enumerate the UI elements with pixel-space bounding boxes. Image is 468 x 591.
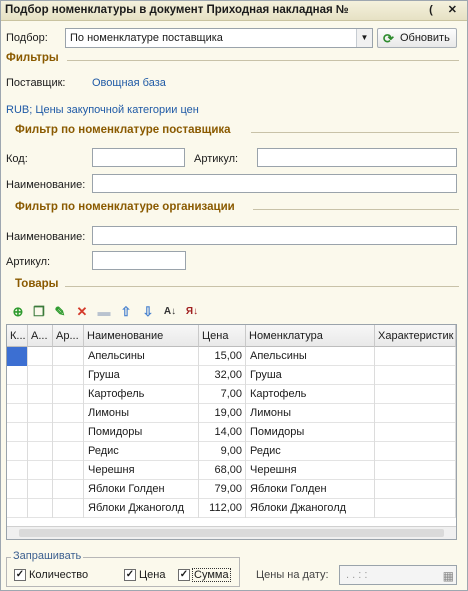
edit-icon[interactable]: ✎: [54, 304, 66, 319]
price-type-link[interactable]: RUB; Цены закупочной категории цен: [6, 104, 199, 116]
cell-a[interactable]: [28, 347, 53, 366]
refresh-label: Обновить: [400, 32, 450, 44]
cell-a[interactable]: [28, 499, 53, 518]
sum-checkbox[interactable]: ✓: [179, 569, 189, 580]
cell-characteristic[interactable]: [375, 423, 456, 442]
org-article-input[interactable]: [92, 251, 186, 270]
cell-article[interactable]: [53, 347, 84, 366]
supplier-filter-divider: [251, 132, 459, 133]
delete-icon[interactable]: ✕: [76, 304, 88, 319]
table-row[interactable]: [7, 480, 456, 499]
goods-divider: [65, 286, 459, 287]
save-icon[interactable]: ▬: [97, 304, 111, 319]
col-header-name[interactable]: Наименование: [84, 325, 199, 347]
col-header-characteristic[interactable]: Характеристик: [375, 325, 456, 347]
cell-a[interactable]: [28, 461, 53, 480]
name-input[interactable]: [92, 174, 457, 193]
cell-code[interactable]: [7, 461, 28, 480]
sort-desc-icon[interactable]: Я↓: [185, 306, 199, 317]
col-header-code[interactable]: К...: [7, 325, 28, 347]
table-horizontal-scrollbar[interactable]: [7, 526, 456, 539]
cell-name[interactable]: Яблоки Джаноголд: [84, 499, 199, 518]
article-label: Артикул:: [194, 153, 239, 165]
cell-code[interactable]: [7, 423, 28, 442]
table-row[interactable]: [7, 423, 456, 442]
cell-name[interactable]: Апельсины: [84, 347, 199, 366]
cell-article[interactable]: [53, 461, 84, 480]
cell-code[interactable]: [7, 385, 28, 404]
cell-a[interactable]: [28, 385, 53, 404]
cell-price[interactable]: 14,00: [199, 423, 246, 442]
org-filter-title: Фильтр по номенклатуре организации: [15, 201, 235, 213]
code-label: Код:: [6, 153, 28, 165]
table-row[interactable]: [7, 404, 456, 423]
cell-article[interactable]: [53, 404, 84, 423]
cell-price[interactable]: 9,00: [199, 442, 246, 461]
qty-checkbox[interactable]: ✓: [15, 569, 25, 580]
name-label: Наименование:: [6, 179, 86, 191]
cell-code[interactable]: [7, 442, 28, 461]
col-header-nomenclature[interactable]: Номенклатура: [246, 325, 375, 347]
cell-a[interactable]: [28, 366, 53, 385]
cell-price[interactable]: 32,00: [199, 366, 246, 385]
goods-section-title: Товары: [15, 278, 59, 290]
cell-characteristic[interactable]: [375, 404, 456, 423]
cell-article[interactable]: [53, 499, 84, 518]
move-up-icon[interactable]: ⇧: [120, 304, 132, 319]
cell-nomenclature[interactable]: Редис: [246, 442, 375, 461]
cell-code[interactable]: [7, 480, 28, 499]
cell-article[interactable]: [53, 385, 84, 404]
supplier-label: Поставщик:: [6, 77, 66, 89]
org-name-input[interactable]: [92, 226, 457, 245]
podbor-label: Подбор:: [6, 32, 48, 44]
cell-characteristic[interactable]: [375, 499, 456, 518]
col-header-article[interactable]: Ар...: [53, 325, 84, 347]
cell-characteristic[interactable]: [375, 461, 456, 480]
cell-price[interactable]: 68,00: [199, 461, 246, 480]
add-icon[interactable]: ⊕: [12, 304, 24, 319]
cell-nomenclature[interactable]: Черешня: [246, 461, 375, 480]
org-name-label: Наименование:: [6, 231, 86, 243]
cell-a[interactable]: [28, 480, 53, 499]
scrollbar-thumb[interactable]: [19, 529, 444, 537]
cell-name[interactable]: Черешня: [84, 461, 199, 480]
cell-nomenclature[interactable]: Помидоры: [246, 423, 375, 442]
table-row[interactable]: [7, 442, 456, 461]
cell-nomenclature[interactable]: Апельсины: [246, 347, 375, 366]
cell-nomenclature[interactable]: Яблоки Джаноголд: [246, 499, 375, 518]
refresh-button[interactable]: [377, 28, 457, 48]
copy-icon[interactable]: ❐: [33, 304, 45, 319]
cell-characteristic[interactable]: [375, 442, 456, 461]
cell-price[interactable]: 112,00: [199, 499, 246, 518]
article-input[interactable]: [257, 148, 457, 167]
podbor-value: По номенклатуре поставщика: [70, 32, 223, 44]
move-down-icon[interactable]: ⇩: [142, 304, 154, 319]
cell-price[interactable]: 15,00: [199, 347, 246, 366]
table-row[interactable]: [7, 366, 456, 385]
filters-divider: [67, 60, 459, 61]
table-row[interactable]: [7, 461, 456, 480]
qty-label: Количество: [29, 569, 89, 581]
cell-characteristic[interactable]: [375, 480, 456, 499]
podbor-select[interactable]: [65, 28, 373, 48]
cell-name[interactable]: Редис: [84, 442, 199, 461]
filters-section-title: Фильтры: [6, 52, 59, 64]
cell-nomenclature[interactable]: Картофель: [246, 385, 375, 404]
cell-code[interactable]: [7, 404, 28, 423]
table-row[interactable]: [7, 499, 456, 518]
cell-code[interactable]: [7, 347, 28, 366]
col-header-a[interactable]: А...: [28, 325, 53, 347]
calendar-icon[interactable]: ▦: [442, 569, 454, 583]
cell-article[interactable]: [53, 480, 84, 499]
cell-name[interactable]: Яблоки Голден: [84, 480, 199, 499]
cell-article[interactable]: [53, 442, 84, 461]
ask-frame-title: Запрашивать: [13, 550, 82, 562]
supplier-link[interactable]: Овощная база: [92, 77, 166, 89]
price-checkbox[interactable]: ✓: [125, 569, 135, 580]
cell-nomenclature[interactable]: Яблоки Голден: [246, 480, 375, 499]
cell-name[interactable]: Картофель: [84, 385, 199, 404]
cell-name[interactable]: Лимоны: [84, 404, 199, 423]
supplier-filter-title: Фильтр по номенклатуре поставщика: [15, 124, 231, 136]
cell-price[interactable]: 79,00: [199, 480, 246, 499]
table-row[interactable]: [7, 385, 456, 404]
cell-name[interactable]: Груша: [84, 366, 199, 385]
cell-article[interactable]: [53, 423, 84, 442]
sum-label: Сумма: [194, 569, 229, 581]
price-label: Цена: [139, 569, 166, 581]
cell-a[interactable]: [28, 404, 53, 423]
table-row[interactable]: [7, 347, 456, 366]
cell-article[interactable]: [53, 366, 84, 385]
col-header-price[interactable]: Цена: [199, 325, 246, 347]
window-controls[interactable]: ( ✕: [429, 4, 463, 16]
window-title: Подбор номенклатуры в документ Приходная накладная №: [5, 4, 349, 16]
chevron-down-icon[interactable]: ▼: [356, 29, 372, 47]
cell-nomenclature[interactable]: Груша: [246, 366, 375, 385]
cell-price[interactable]: 19,00: [199, 404, 246, 423]
title-bar: [1, 1, 467, 21]
cell-code[interactable]: [7, 366, 28, 385]
org-filter-divider: [253, 209, 459, 210]
code-input[interactable]: [92, 148, 185, 167]
sort-asc-icon[interactable]: A↓: [163, 306, 177, 317]
cell-characteristic[interactable]: [375, 385, 456, 404]
cell-a[interactable]: [28, 423, 53, 442]
prices-date-label: Цены на дату:: [256, 569, 329, 581]
cell-code[interactable]: [7, 499, 28, 518]
cell-characteristic[interactable]: [375, 347, 456, 366]
org-article-label: Артикул:: [6, 256, 51, 268]
refresh-icon: ⟳: [383, 31, 394, 46]
cell-characteristic[interactable]: [375, 366, 456, 385]
cell-price[interactable]: 7,00: [199, 385, 246, 404]
cell-nomenclature[interactable]: Лимоны: [246, 404, 375, 423]
prices-date-value: . . : :: [346, 569, 368, 581]
goods-table[interactable]: [6, 324, 457, 540]
cell-name[interactable]: Помидоры: [84, 423, 199, 442]
prices-date-input[interactable]: [339, 565, 457, 585]
cell-a[interactable]: [28, 442, 53, 461]
